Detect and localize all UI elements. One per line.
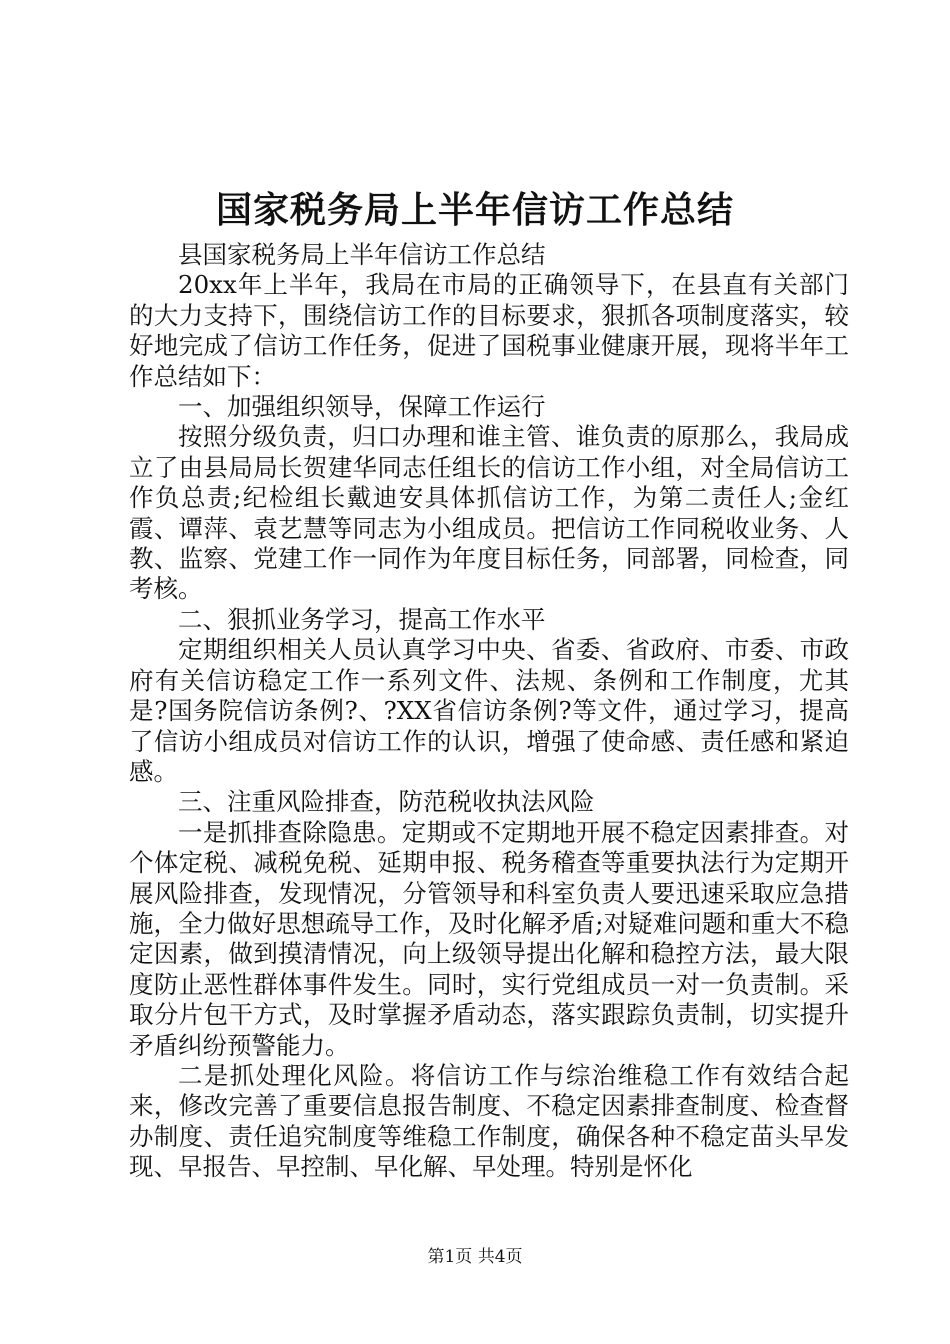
paragraph-section-2: 定期组织相关人员认真学习中央、省委、省政府、市委、市政府有关信访稳定工作一系列文件、法规、条例和工作制度，尤其是?国务院信访条例?、?XX省信访条例?等文件，通过学习，提高了信访小组成员对信访工作的认识，增强了使命感、责任感和紧迫感。: [129, 635, 849, 786]
paragraph-intro: 20xx年上半年，我局在市局的正确领导下，在县直有关部门的大力支持下，围绕信访工作的目标要求，狠抓各项制度落实，较好地完成了信访工作任务，促进了国税事业健康开展，现将半年工作总结如下：: [129, 270, 849, 391]
document-body: [129, 240, 849, 1183]
page-footer: 第1页 共4页: [427, 1247, 523, 1267]
paragraph-subtitle: 县国家税务局上半年信访工作总结: [178, 240, 546, 269]
paragraph-section-3b: 二是抓处理化风险。将信访工作与综治维稳工作有效结合起来，修改完善了重要信息报告制度、不稳定因素排查制度、检查督办制度、责任追究制度等维稳工作制度，确保各种不稳定苗头早发现、早报告、早控制、早化解、早处理。特别是怀化: [129, 1060, 849, 1182]
section-heading-3: 三、注重风险排查，防范税收执法风险: [178, 787, 595, 817]
section-heading-1: 一、加强组织领导，保障工作运行: [178, 392, 546, 422]
paragraph-section-3a: 一是抓排查除隐患。定期或不定期地开展不稳定因素排查。对个体定税、减税免税、延期申报、税务稽查等重要执法行为定期开展风险排查，发现情况，分管领导和科室负责人要迅速采取应急措施，全力做好思想疏导工作，及时化解矛盾;对疑难问题和重大不稳定因素，做到摸清情况，向上级领导提出化解和稳控方法，最大限度防止恶性群体事件发生。同时，实行党组成员一对一负责制。采取分片包干方式，及时掌握矛盾动态，落实跟踪负责制，切实提升矛盾纠纷预警能力。: [129, 817, 849, 1060]
document-title: 国家税务局上半年信访工作总结: [215, 189, 734, 231]
paragraph-section-1: 按照分级负责，归口办理和谁主管、谁负责的原那么，我局成立了由县局局长贺建华同志任组长的信访工作小组，对全局信访工作负总责;纪检组长戴迪安具体抓信访工作，为第二责任人;金红霞、谭萍、袁艺慧等同志为小组成员。把信访工作同税收业务、人教、监察、党建工作一同作为年度目标任务，同部署，同检查，同考核。: [129, 422, 849, 604]
section-heading-2: 二、狠抓业务学习，提高工作水平: [178, 604, 546, 634]
